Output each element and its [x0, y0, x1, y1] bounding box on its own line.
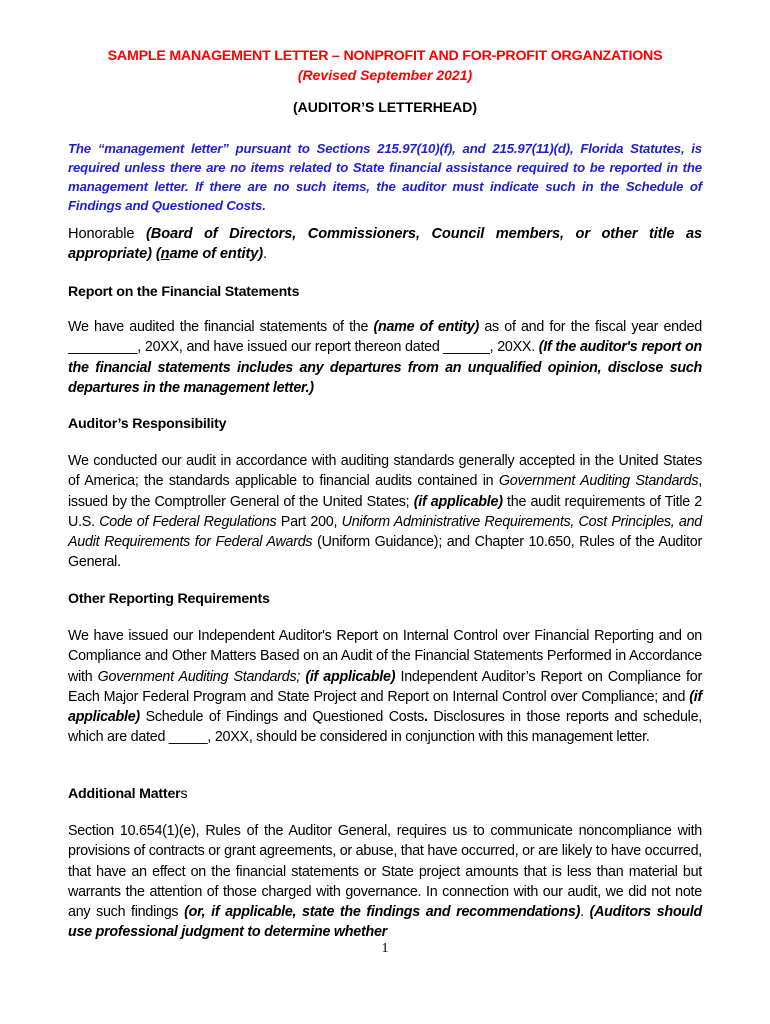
italic-reference: Government Auditing Standards; [97, 668, 301, 685]
if-applicable-marker: (if applicable) [413, 493, 503, 510]
text-run: as of and for the fiscal year ended _________, 20XX, and have issued our report thereon dated ______, 20XX. [68, 319, 702, 356]
italic-reference: Uniform Administrative Requirements, Cost Principles, and Audit Requirements for Federal Awards [68, 513, 703, 551]
entity-name-placeholder: ame of entity) [169, 246, 263, 263]
entity-name-placeholder: (name of entity) [373, 319, 480, 335]
letterhead-placeholder: (AUDITOR’S LETTERHEAD) [292, 99, 478, 115]
text-run: We have audited the financial statements of the [68, 319, 374, 335]
salutation-title-placeholder: (Board of Directors, Commissioners, Council members, or other title as appropriate) [68, 226, 702, 263]
heading-normal-part: s [180, 786, 188, 802]
document-title: SAMPLE MANAGEMENT LETTER – NONPROFIT AND FOR-PROFIT ORGANZATIONS [107, 48, 663, 64]
if-applicable-marker: (if applicable) [68, 688, 702, 726]
section-heading-financial-statements: Report on the Financial Statements [68, 284, 300, 300]
salutation-suffix: . [262, 246, 267, 263]
section-heading-additional-matters [68, 785, 187, 803]
document-revision-date: (Revised September 2021) [297, 67, 473, 83]
section-paragraph-financial-statements [68, 317, 702, 398]
bold-period: . [424, 709, 428, 726]
text-run: Part 200, [276, 513, 342, 530]
if-applicable-marker: (if applicable) [305, 668, 396, 685]
section-paragraph-auditors-responsibility [68, 451, 702, 573]
page-number: 1 [381, 941, 389, 956]
section-paragraph-other-reporting-requirements [68, 626, 702, 748]
entity-paren-open: ( [155, 246, 161, 263]
heading-bold-part: Additional Matter [68, 786, 181, 802]
italic-reference: Government Auditing Standards [498, 473, 699, 490]
text-run: Section 10.654(1)(e), Rules of the Auditor General, requires us to communicate noncompliance with provisions of contracts or grant agreements, or abuse, that have occurred, or are likely to have occurred, that have an effect on the financial statements or State project amounts that is less than material but warrants the attention of those charged with governance. In connection with our audit, we did not note any such findings [68, 823, 702, 921]
text-run: the audit requirements of Title 2 U.S. [68, 493, 702, 530]
text-run: Schedule of Findings and Questioned Costs [139, 709, 425, 726]
text-run: . [580, 904, 590, 921]
instruction-note: The “management letter” pursuant to Sections 215.97(10)(f), and 215.97(11)(d), Florida Statutes, is required unless there are no items related to State financial assistance required to be reported in the management letter. If there are no such items, the auditor must indicate such in the Schedule of Findings and Questioned Costs. [68, 141, 702, 213]
professional-judgment-instruction: (Auditors should use professional judgment to determine whether [68, 904, 702, 941]
salutation [68, 224, 702, 265]
section-paragraph-additional-matters [68, 821, 702, 943]
findings-instruction: (or, if applicable, state the findings and recommendations) [184, 904, 581, 921]
entity-underlined-char: n [160, 246, 170, 263]
salutation-prefix: Honorable [68, 226, 146, 242]
departure-instruction: (If the auditor's report on the financial statements includes any departures from an unqualified opinion, disclose such departures in the management letter.) [68, 339, 702, 396]
text-run: , issued by the Comptroller General of the United States; [68, 473, 702, 510]
text-run: We have issued our Independent Auditor's Report on Internal Control over Financial Reporting and on Compliance and Other Matters Based on an Audit of the Financial Statements Performed in Accordance with [68, 628, 702, 685]
text-run: Independent Auditor’s Report on Compliance for Each Major Federal Program and State Project and Report on Internal Control over Compliance; and [68, 668, 702, 705]
text-run: (Uniform Guidance); and Chapter 10.650, Rules of the Auditor General. [68, 534, 702, 571]
text-run: We conducted our audit in accordance with auditing standards generally accepted in the United States of America; the standards applicable to financial audits contained in [68, 453, 702, 490]
section-heading-other-reporting-requirements: Other Reporting Requirements [68, 591, 270, 607]
text-run: Disclosures in those reports and schedule, which are dated _____, 20XX, should be considered in conjunction with this management letter. [68, 709, 703, 746]
section-heading-auditors-responsibility: Auditor’s Responsibility [68, 416, 227, 432]
italic-reference: Code of Federal Regulations [99, 513, 277, 530]
